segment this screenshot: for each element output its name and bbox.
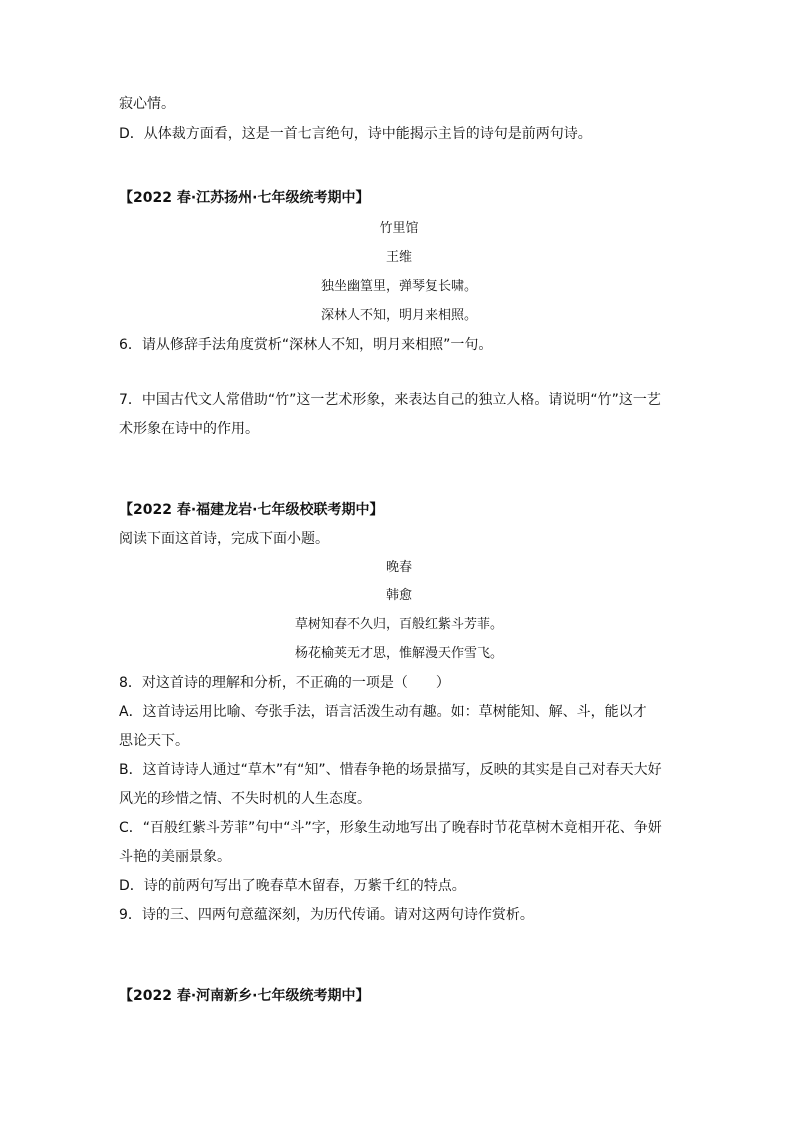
section3-header: 【2022 春·河南新乡·七年级统考期中】 <box>119 988 370 1004</box>
option-c-line-2: 斗艳的美丽景象。 <box>119 849 231 865</box>
section1-poem-line-1: 独坐幽篁里，弹琴复长啸。 <box>320 279 477 294</box>
option-b-line-1: B．这首诗诗人通过“草木”有“知”、惜春争艳的场景描写，反映的其实是自己对春天大好 <box>119 762 662 778</box>
question-7-line-2: 术形象在诗中的作用。 <box>119 421 259 437</box>
option-a-line-1: A．这首诗运用比喻、夸张手法，语言活泼生动有趣。如：草树能知、解、斗，能以才 <box>119 704 647 720</box>
question-6: 6．请从修辞手法角度赏析“深林人不知，明月来相照”一句。 <box>119 337 493 353</box>
section2-poem-title: 晚春 <box>385 560 412 575</box>
option-d: D．诗的前两句写出了晚春草木留春，万紫千红的特点。 <box>119 878 466 894</box>
section2-instruction: 阅读下面这首诗，完成下面小题。 <box>119 531 329 547</box>
section1-poem-title: 竹里馆 <box>379 221 419 236</box>
option-c-line-1: C．“百般红紫斗芳菲”句中“斗”字，形象生动地写出了晚春时节花草树木竟相开花、争妍 <box>119 820 662 836</box>
option-a-line-2: 思论天下。 <box>119 733 189 749</box>
intro-line-2: D．从体裁方面看，这是一首七言绝句，诗中能揭示主旨的诗句是前两句诗。 <box>119 126 592 142</box>
section1-header: 【2022 春·江苏扬州·七年级统考期中】 <box>119 190 370 206</box>
section1-poem-author: 王维 <box>385 250 412 265</box>
question-8: 8．对这首诗的理解和分析，不正确的一项是（ ） <box>119 675 450 691</box>
intro-line-1: 寂心情。 <box>119 96 175 112</box>
section2-header: 【2022 春·福建龙岩·七年级校联考期中】 <box>119 502 384 518</box>
question-7-line-1: 7．中国古代文人常借助“竹”这一艺术形象，来表达自己的独立人格。请说明“竹”这一艺 <box>119 392 661 408</box>
question-9: 9．诗的三、四两句意蕴深刻，为历代传诵。请对这两句诗作赏析。 <box>119 907 534 923</box>
option-b-line-2: 风光的珍惜之情、不失时机的人生态度。 <box>119 791 371 807</box>
section1-poem-line-2: 深林人不知，明月来相照。 <box>320 308 477 323</box>
section2-poem-line-1: 草树知春不久归，百般红紫斗芳菲。 <box>294 617 503 632</box>
section2-poem-line-2: 杨花榆荚无才思，惟解漫天作雪飞。 <box>294 646 503 661</box>
section2-poem-author: 韩愈 <box>385 588 412 603</box>
